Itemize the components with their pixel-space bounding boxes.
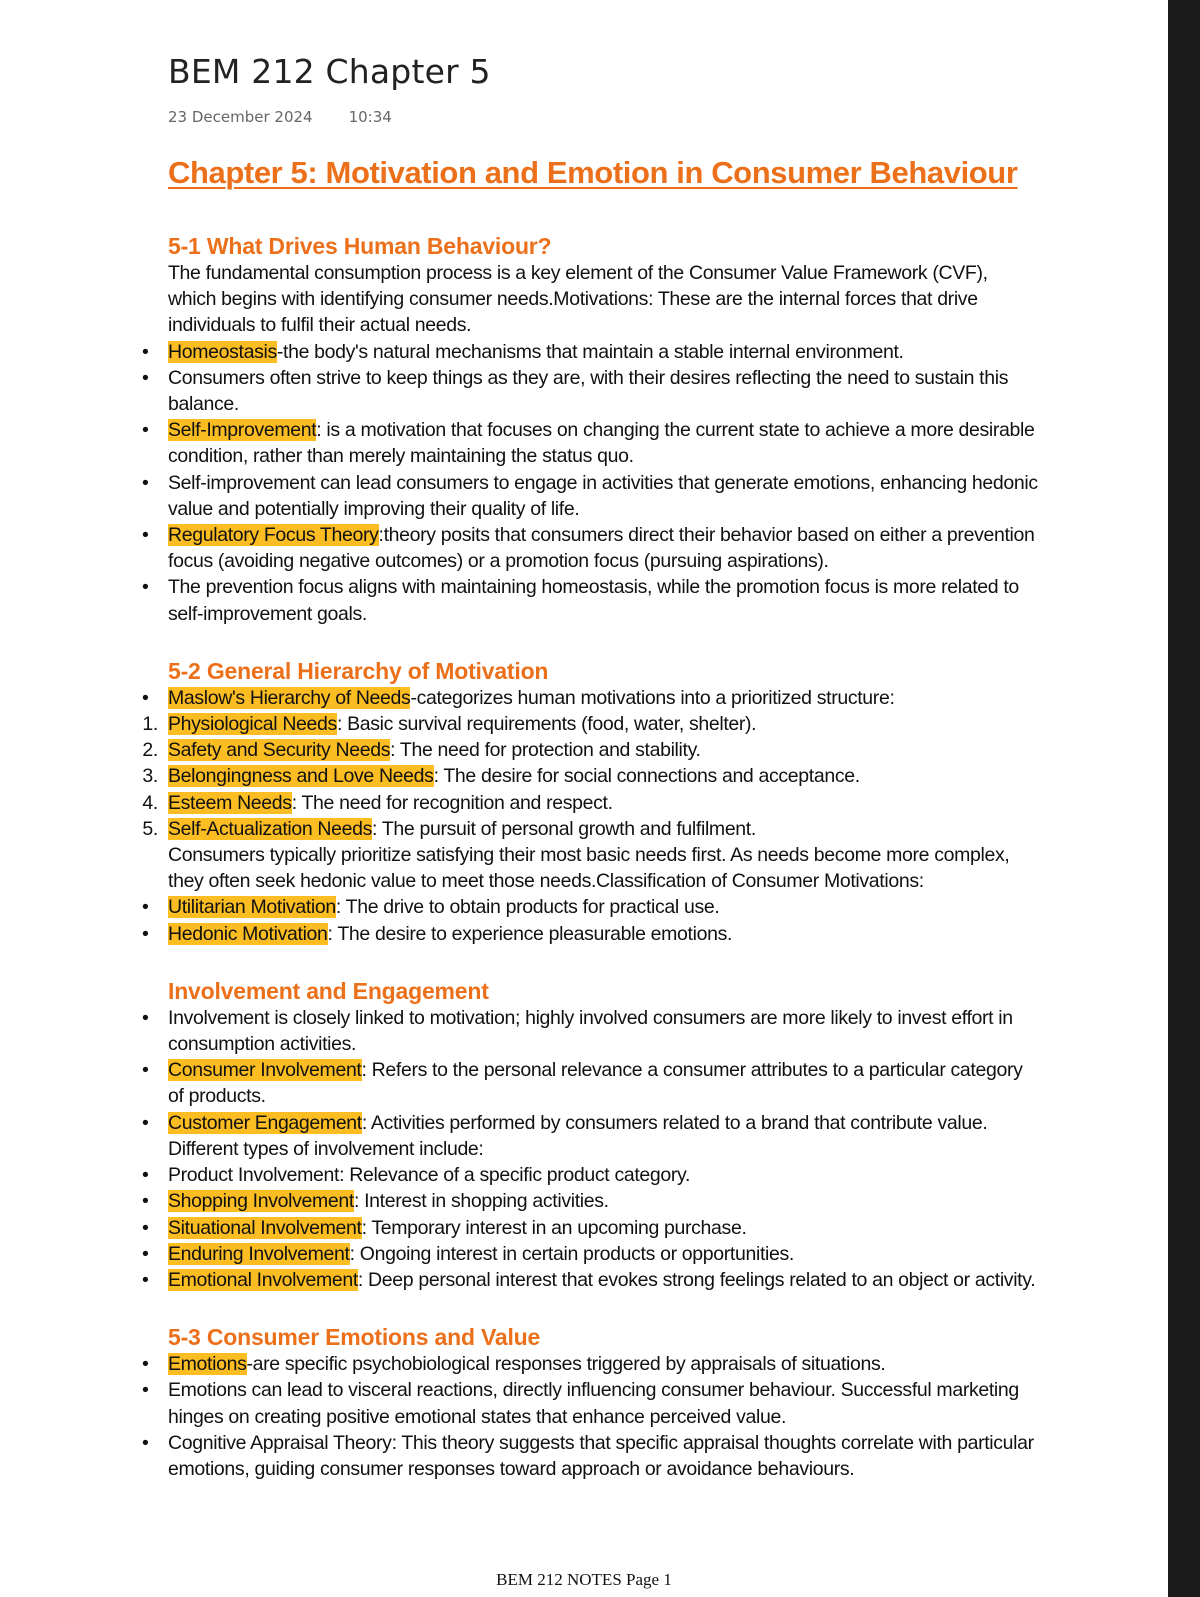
bullet-icon: • [142,419,149,442]
highlighted-term: Customer Engagement [168,1111,362,1134]
bullet-item: • Utilitarian Motivation: The drive to obtain products for practical use. [168,894,1038,920]
section-intro: The fundamental consumption process is a key element of the Consumer Value Framework (CVF), which begins with identifying consumer needs.Motivations: These are the internal forces that drive individuals to fulfil their actual needs. [168,262,988,337]
bullet-icon: • [142,1242,149,1265]
bullet-icon: • [142,1164,149,1187]
bullet-icon: • [142,340,149,363]
bullet-item: • Cognitive Appraisal Theory: This theory suggests that specific appraisal thoughts correlate with particular emotions, guiding consumer responses toward approach or avoidance behaviours. [142,1431,1034,1480]
paragraph: Consumers typically prioritize satisfying their most basic needs first. As needs become more complex, they often seek hedonic value to meet those needs.Classification of Consumer Motivations: [168,844,1010,893]
highlighted-term: Shopping Involvement [168,1190,354,1213]
chapter-heading: Chapter 5: Motivation and Emotion in Consumer Behaviour [168,155,1018,190]
bullet-icon: • [142,686,149,709]
bullet-icon: • [142,922,149,945]
section-heading: Involvement and Engagement [168,977,489,1004]
bullet-icon: • [142,1379,149,1402]
highlighted-term: Emotional Involvement [168,1268,358,1291]
highlighted-term: Regulatory Focus Theory [168,524,379,547]
bullet-icon: • [142,1268,149,1291]
section-heading: 5-3 Consumer Emotions and Value [168,1324,541,1351]
numbered-item: 4. Esteem Needs: The need for recognition and respect. [142,791,613,814]
highlighted-term: Physiological Needs [168,713,337,736]
highlighted-term: Self-Improvement [168,419,317,442]
numbered-item: 1. Physiological Needs: Basic survival requirements (food, water, shelter). [142,713,757,736]
bullet-icon: • [142,366,149,389]
page-title: BEM 212 Chapter 5 [168,52,491,91]
bullet-item: • Situational Involvement: Temporary interest in an upcoming purchase. [168,1215,1038,1241]
section-5-3 [142,1323,1038,1482]
highlighted-term: Consumer Involvement [168,1059,362,1082]
section-5-2 [142,657,1038,947]
section-heading: 5-2 General Hierarchy of Motivation [168,657,549,684]
bullet-icon: • [142,1353,149,1376]
highlighted-term: Belongingness and Love Needs [168,765,434,788]
section-heading: 5-1 What Drives Human Behaviour? [168,233,552,259]
page-time: 10:34 [348,108,392,126]
numbered-item: 3. Belongingness and Love Needs: The desire for social connections and acceptance. [142,765,860,788]
bullet-icon: • [142,896,149,919]
highlighted-term: Enduring Involvement [168,1242,350,1265]
bullet-item: • Enduring Involvement: Ongoing interest in certain products or opportunities. [168,1241,1038,1267]
bullet-icon: • [142,576,149,599]
highlighted-term: Maslow's Hierarchy of Needs [168,686,411,709]
numbered-item: 5. Self-Actualization Needs: The pursuit of personal growth and fulfilment. [142,817,756,840]
bullet-item: • Product Involvement: Relevance of a specific product category. [168,1162,1038,1188]
section-involvement [142,977,1038,1293]
section-5-1 [142,232,1038,627]
bullet-item: • Self-improvement can lead consumers to engage in activities that generate emotions, enhancing hedonic value and potentially improving their quality of life. [142,471,1038,520]
bullet-item: • The prevention focus aligns with maintaining homeostasis, while the promotion focus is more related to self-improvement goals. [142,576,1019,625]
highlighted-term: Self-Actualization Needs [168,817,373,840]
bullet-item: • Involvement is closely linked to motivation; highly involved consumers are more likely to invest effort in consumption activities. [142,1006,1013,1056]
page-date: 23 December 2024 [168,108,313,126]
bullet-item: • Emotions can lead to visceral reactions, directly influencing consumer behaviour. Successful marketing hinges on creating positive emotional states that enhance perceived value. [142,1379,1019,1428]
highlighted-term: Emotions [168,1353,247,1376]
bullet-item: • Homeostasis-the body's natural mechanisms that maintain a stable internal environment. [168,339,1038,365]
bullet-icon: • [142,1111,149,1134]
bullet-item: • Consumers often strive to keep things as they are, with their desires reflecting the need to sustain this balance. [142,366,1009,416]
bullet-icon: • [142,1006,149,1029]
bullet-item: • Self-Improvement: is a motivation that focuses on changing the current state to achieve a more desirable condition, rather than merely maintaining the status quo. [142,419,1035,468]
bullet-item: • Consumer Involvement: Refers to the personal relevance a consumer attributes to a particular category of products. [142,1059,1023,1108]
highlighted-term: Homeostasis [168,340,277,363]
bullet-item: • Emotional Involvement: Deep personal interest that evokes strong feelings related to an object or activity. [168,1267,1038,1293]
note-content [142,232,1038,1512]
bullet-icon: • [142,1216,149,1239]
bullet-item: • Customer Engagement: Activities performed by consumers related to a brand that contribute value. Different types of involvement include: [142,1111,988,1160]
highlighted-term: Hedonic Motivation [168,922,328,945]
bullet-item: • Hedonic Motivation: The desire to experience pleasurable emotions. [168,921,1038,947]
bullet-icon: • [142,471,149,494]
bullet-icon: • [142,1059,149,1082]
highlighted-term: Utilitarian Motivation [168,896,336,919]
numbered-item: 2. Safety and Security Needs: The need for protection and stability. [142,739,701,762]
page-meta [168,108,392,126]
highlighted-term: Esteem Needs [168,791,292,814]
highlighted-term: Situational Involvement [168,1216,362,1239]
highlighted-term: Safety and Security Needs [168,739,391,762]
page-footer: BEM 212 NOTES Page 1 [496,1570,672,1589]
bullet-icon: • [142,1190,149,1213]
bullet-item: • Regulatory Focus Theory:theory posits that consumers direct their behavior based on either a prevention focus (avoiding negative outcomes) or a promotion focus (pursuing aspirations). [142,524,1035,573]
bullet-icon: • [142,524,149,547]
bullet-item: • Maslow's Hierarchy of Needs-categorizes human motivations into a prioritized structure: [168,685,1038,711]
bullet-item: • Shopping Involvement: Interest in shopping activities. [168,1188,1038,1214]
bullet-icon: • [142,1431,149,1454]
bullet-item: • Emotions-are specific psychobiological responses triggered by appraisals of situations. [168,1351,1038,1377]
